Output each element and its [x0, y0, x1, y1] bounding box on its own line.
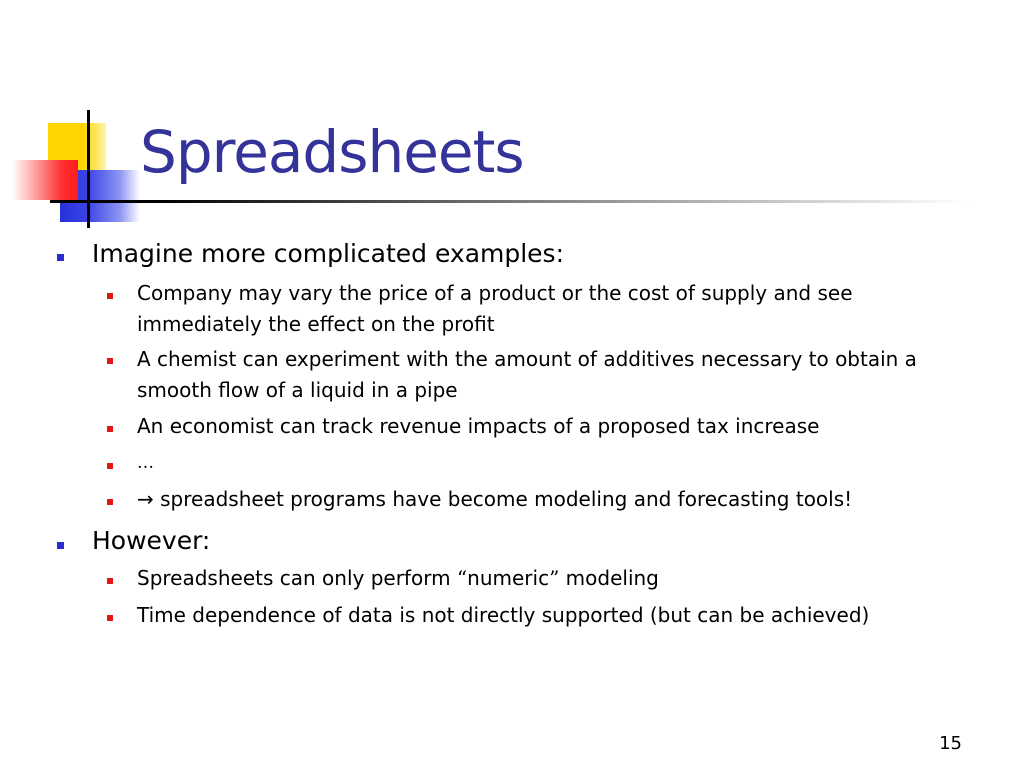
sub-bullet-economist: An economist can track revenue impacts of a proposed tax increase	[137, 414, 820, 438]
sub-bullet-square-icon	[107, 358, 113, 364]
bullet-imagine: Imagine more complicated examples:	[92, 239, 565, 268]
bullet-however: However:	[92, 526, 211, 555]
sub-bullet-square-icon	[107, 499, 113, 505]
slide-title: Spreadsheets	[140, 118, 524, 186]
sub-bullet-square-icon	[107, 463, 113, 469]
sub-bullet-ellipsis: …	[137, 453, 154, 473]
sub-bullet-time-dependence: Time dependence of data is not directly supported (but can be achieved)	[137, 603, 870, 627]
numeric-text-after: modeling	[559, 566, 659, 590]
sub-bullet-square-icon	[107, 293, 113, 299]
sub-bullet-modeling-tools	[137, 484, 967, 515]
sub-bullet-square-icon	[107, 615, 113, 621]
sub-bullet-chemist: A chemist can experiment with the amount of additives necessary to obtain a smooth flow of a liquid in a pipe	[137, 347, 917, 402]
bullet-square-icon	[57, 254, 64, 261]
arrow-right-icon: →	[137, 487, 154, 511]
sub-bullet-company: Company may vary the price of a product or the cost of supply and see immediately the effect on the profit	[137, 281, 853, 336]
open-quote: “	[456, 566, 468, 590]
bullet-square-icon	[57, 542, 64, 549]
close-quote: ”	[549, 566, 560, 590]
sub-bullet-numeric	[137, 563, 967, 594]
modeling-tools-text: spreadsheet programs have become modeling and forecasting tools!	[153, 487, 853, 511]
page-number: 15	[939, 733, 962, 754]
sub-bullet-square-icon	[107, 426, 113, 432]
title-underline	[50, 200, 970, 203]
numeric-word: numeric	[467, 566, 550, 590]
sub-bullet-square-icon	[107, 578, 113, 584]
logo-vertical-line	[87, 110, 90, 228]
logo-red-square	[12, 160, 78, 200]
numeric-text-before: Spreadsheets can only perform	[137, 566, 457, 590]
